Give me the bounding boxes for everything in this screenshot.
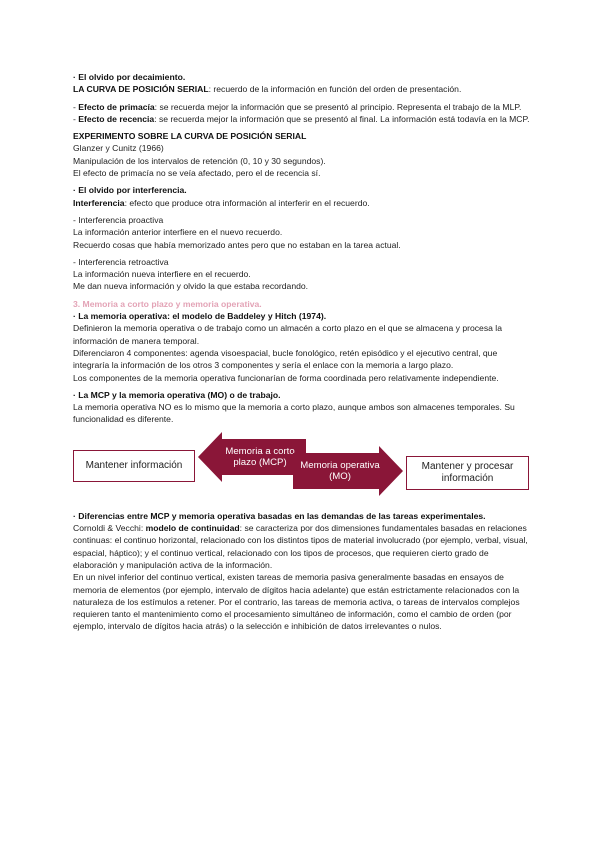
mcp-arrow-label: Memoria a corto plazo (MCP) [225, 445, 295, 468]
proactiva-line: Recuerdo cosas que había memorizado antes pero que no estaban en la tarea actual. [73, 239, 401, 250]
recencia-text: : se recuerda mejor la información que se presentó al final. La información está todavía en la MCP. [154, 113, 530, 124]
retroactiva-line: La información nueva interfiere en el recuerdo. [73, 269, 251, 280]
baddeley-title: · La memoria operativa: el modelo de Baddeley y Hitch (1974). [73, 311, 327, 322]
experimento-line: Manipulación de los intervalos de retención (0, 10 y 30 segundos). [73, 155, 326, 166]
baddeley-paragraph: Diferenciaron 4 componentes: agenda visoespacial, bucle fonológico, retén episódico y el ejecutivo central, que integraría la información de los otros 3 componentes y sería el enlace con la memoria a largo plazo. [73, 347, 498, 371]
cornoldi-text: : se caracteriza por dos dimensiones fundamentales basadas en relaciones continuas: el continuo horizontal, relacionado con los distintos tipos de material involucrado (por ejemplo, verbal, visual, espacial, háptico); y el continuo vertical, relacionado con los tipos de procesos, que requieren cierto grado de elaboración y manipulación activa de la información. [73, 523, 528, 570]
efecto-primacia-paragraph [73, 101, 533, 113]
primacia-label: Efecto de primacía [78, 101, 155, 112]
retroactiva-title: - Interferencia retroactiva [73, 256, 169, 267]
mo-arrow-right [293, 446, 403, 496]
section-title-interferencia: · El olvido por interferencia. [73, 185, 187, 196]
primacia-dash: - [73, 101, 79, 112]
section-title-decaimiento: · El olvido por decaimiento. [73, 72, 186, 82]
baddeley-paragraph: Los componentes de la memoria operativa funcionarían de forma coordinada pero relativamente independiente. [73, 372, 499, 383]
curva-text: : recuerdo de la información en función del orden de presentación. [208, 84, 462, 95]
mcp-mo-diagram [73, 432, 533, 496]
primacia-text: : se recuerda mejor la información que se presentó al principio. Representa el trabajo de la MLP. [154, 101, 522, 112]
diferencias-title: · Diferencias entre MCP y memoria operativa basadas en las demandas de las tareas experimentales. [73, 510, 486, 521]
mcp-mo-title: · La MCP y la memoria operativa (MO) o de trabajo. [73, 389, 281, 400]
curva-label: LA CURVA DE POSICIÓN SERIAL [73, 84, 209, 95]
recencia-dash: - [73, 113, 79, 124]
interferencia-label: Interferencia [73, 197, 125, 208]
document-page [73, 71, 533, 633]
interferencia-text: : efecto que produce otra información al interferir en el recuerdo. [124, 197, 370, 208]
section-heading-3: 3. Memoria a corto plazo y memoria operativa. [73, 298, 262, 309]
mo-arrow-label: Memoria operativa (MO) [300, 459, 380, 482]
experimento-line: Glanzer y Cunitz (1966) [73, 143, 164, 154]
baddeley-paragraph: Definieron la memoria operativa o de trabajo como un almacén a corto plazo en el que se almacena y procesa la información de manera temporal. [73, 323, 502, 346]
retroactiva-line: Me dan nueva información y olvido la que estaba recordando. [73, 281, 309, 292]
curva-posicion-serial-paragraph [73, 83, 533, 95]
cornoldi-label: modelo de continuidad [145, 523, 240, 534]
mantener-informacion-box: Mantener información [73, 450, 195, 482]
interferencia-definition [73, 197, 533, 209]
mcp-mo-paragraph: La memoria operativa NO es lo mismo que la memoria a corto plazo, aunque ambos son almacenes temporales. Su funcionalidad es diferente. [73, 402, 515, 425]
proactiva-title: - Interferencia proactiva [73, 214, 164, 225]
experimento-title: EXPERIMENTO SOBRE LA CURVA DE POSICIÓN SERIAL [73, 131, 307, 142]
experimento-line: El efecto de primacía no se veía afectado, pero el de recencia sí. [73, 168, 321, 179]
mcp-arrow-left [198, 432, 306, 482]
recencia-label: Efecto de recencia [78, 113, 155, 124]
efecto-recencia-paragraph [73, 113, 533, 125]
cornoldi-paragraph [73, 522, 533, 571]
mantener-procesar-box: Mantener y procesar información [406, 456, 529, 490]
continuo-vertical-paragraph: En un nivel inferior del continuo vertical, existen tareas de memoria pasiva generalmente basadas en ensayos de memoria de elementos (por ejemplo, intervalo de dígitos hacia adelante) que están estrictamente relacionados con la naturaleza de los estímulos a retener. Por el contrario, las tareas de memoria activa, o tareas de intervalos complejos requieren tanto el mantenimiento como el procesamiento simultáneo de información, como el cambio de orden (por ejemplo, intervalo de dígitos hacia atrás) o la selección e inhibición de datos irrelevantes o nulos. [73, 572, 520, 632]
proactiva-line: La información anterior interfiere en el nuevo recuerdo. [73, 227, 283, 238]
cornoldi-prefix: Cornoldi & Vecchi: [73, 523, 146, 534]
